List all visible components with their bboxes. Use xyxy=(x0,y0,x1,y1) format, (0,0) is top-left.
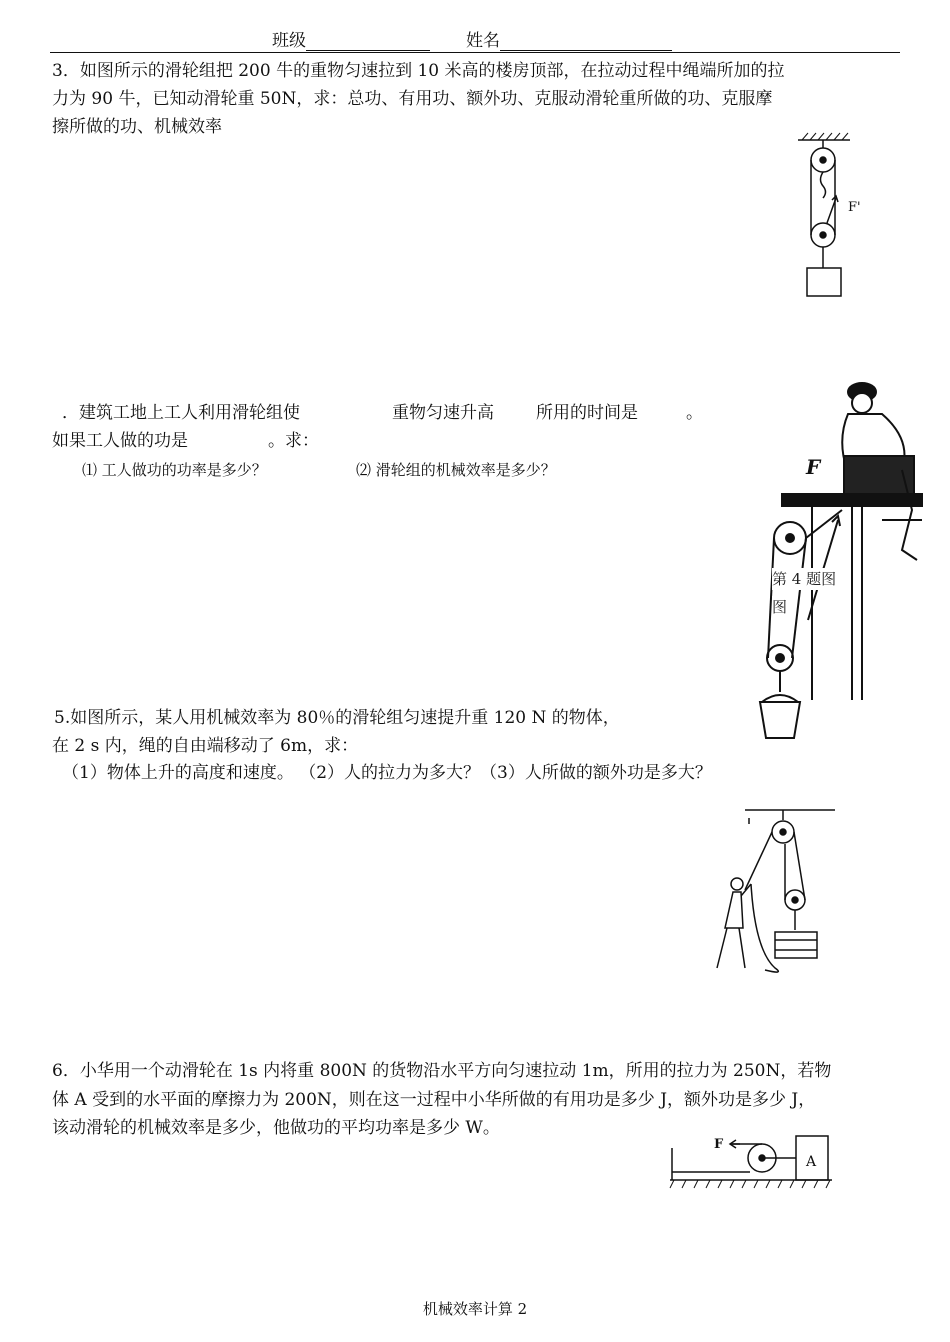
q6-line-3: 该动滑轮的机械效率是多少，他做功的平均功率是多少 W。 xyxy=(52,1118,500,1138)
q4-line1-part-a: ．建筑工地上工人利用滑轮组使 xyxy=(62,403,300,423)
name-blank[interactable] xyxy=(500,32,672,51)
rope-slack xyxy=(751,884,778,972)
q6-line-1: 6．小华用一个动滑轮在 1s 内将重 800N 的货物沿水平方向匀速拉动 1m，所用的拉力为 250N，若物 xyxy=(52,1061,832,1081)
q6-force-label: F xyxy=(714,1137,724,1152)
q6-block-label: A xyxy=(806,1154,817,1170)
q3-line-1: 3．如图所示的滑轮组把 200 牛的重物匀速拉到 10 米高的楼房顶部，在拉动过程中绳端所加的拉 xyxy=(52,61,785,81)
q5-line-2: 在 2 s 内，绳的自由端移动了 6m，求： xyxy=(52,736,359,756)
ceiling-hatch xyxy=(802,133,848,140)
page-footer: 机械效率计算 2 xyxy=(422,1300,528,1318)
bucket xyxy=(760,702,800,738)
q4-figure-caption: 第 4 题图 xyxy=(772,570,837,588)
name-field xyxy=(466,26,672,51)
platform xyxy=(782,494,922,506)
q3-line-2: 力为 90 牛，已知动滑轮重 50N，求：总功、有用功、额外功、克服动滑轮重所做的功、克服摩 xyxy=(52,89,773,109)
class-field xyxy=(272,26,430,51)
header-rule xyxy=(50,52,900,53)
q5-line-3: （1）物体上升的高度和速度。 （2）人的拉力为多大？（3）人所做的额外功是多大？ xyxy=(62,763,712,783)
q4-line2-part-b: 。求： xyxy=(268,431,319,451)
person-head xyxy=(731,878,743,890)
q4-force-label: F xyxy=(806,455,821,479)
q3-force-label: F' xyxy=(848,200,861,215)
pull-rope xyxy=(745,832,772,890)
q4-line1-part-c: 所用的时间是 xyxy=(536,403,638,423)
q6-line-2: 体 A 受到的水平面的摩擦力为 200N，则在这一过程中小华所做的有用功是多少 J，额外功是多少 J， xyxy=(52,1090,816,1110)
load-block xyxy=(807,268,841,296)
class-label: 班级 xyxy=(272,31,306,51)
q4-line1-part-b: 重物匀速升高 xyxy=(392,403,494,423)
q5-person-pulley-figure xyxy=(705,800,840,980)
q3-pulley-figure xyxy=(790,128,880,303)
q3-line-3: 擦所做的功、机械效率 xyxy=(52,117,222,137)
ground-hatch xyxy=(670,1180,830,1188)
class-blank[interactable] xyxy=(306,32,430,51)
q4-line2-part-a: 如果工人做的功是 xyxy=(52,431,188,451)
q6-horizontal-pulley-figure xyxy=(660,1128,840,1192)
name-label: 姓名 xyxy=(466,31,500,51)
q4-sub-question-1: ⑴ 工人做功的功率是多少？ xyxy=(82,461,267,479)
rope-hook xyxy=(821,172,826,198)
q4-worker-pulley-figure xyxy=(752,370,927,750)
q5-line-1: 5.如图所示，某人用机械效率为 80％的滑轮组匀速提升重 120 N 的物体， xyxy=(54,708,620,728)
q4-sub-question-2: ⑵ 滑轮组的机械效率是多少？ xyxy=(356,461,556,479)
person-body xyxy=(725,892,743,928)
crate xyxy=(775,932,817,958)
q4-line1-part-d: 。 xyxy=(686,403,703,423)
q4-figure-caption-tail: 图 xyxy=(772,598,788,616)
